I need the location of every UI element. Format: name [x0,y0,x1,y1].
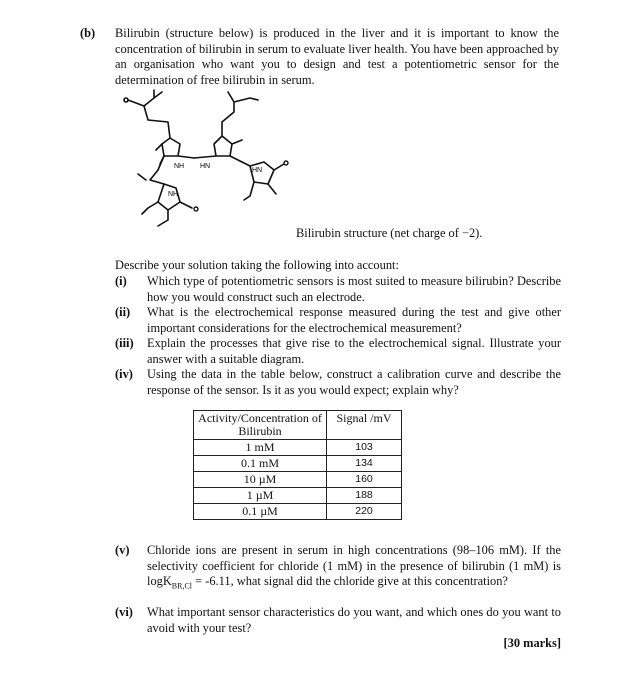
nh-label: NH [174,163,185,170]
cell-concentration: 1 µM [194,488,327,504]
table-header-concentration: Activity/Concentration of Bilirubin [194,411,327,440]
question-part-iii [115,336,561,367]
question-part-i [115,274,561,305]
pyrrole-ring-upper-right [194,136,232,158]
table-row [194,440,402,456]
part-text-start: Chloride ions are present in serum in high concentrations (98–106 mM). If the selectivity coefficient for chloride (1 mM) in the presence of bilirubin (1 mM) is logK [147,543,561,589]
part-text: What important sensor characteristics do you want, and which ones do you want to avoid with your test? [147,605,561,635]
part-text: Which type of potentiometric sensors is most suited to measure bilirubin? Describe how you would construct such an electrode. [147,274,561,304]
cell-signal: 160 [327,472,402,488]
bilirubin-structure-diagram [118,88,298,228]
hn-label: HN [200,163,211,170]
data-table [193,410,402,520]
cell-concentration: 10 µM [194,472,327,488]
table-row [194,488,402,504]
part-label: (vi) [115,605,133,619]
part-text: Using the data in the table below, construct a calibration curve and describe the response of the sensor. Is it as you would expect; explain why? [147,367,561,397]
question-part-iv [115,367,561,398]
cell-concentration: 1 mM [194,440,327,456]
part-label: (v) [115,543,130,557]
part-label: (iv) [115,367,133,381]
cell-signal: 220 [327,504,402,520]
marks-total: [30 marks] [503,636,561,650]
table-row [194,472,402,488]
question-label: (b) [80,26,96,40]
hn-label: HN [252,167,263,174]
oxygen-atom [124,98,128,102]
part-text: Explain the processes that give rise to the electrochemical signal. Illustrate your answer with a suitable diagram. [147,336,561,366]
part-label: (iii) [115,336,134,350]
question-part-v [115,543,561,594]
describe-instruction: Describe your solution taking the following into account: [115,258,399,272]
part-text: What is the electrochemical response measured during the test and give other important considerations for the electrochemical measurement? [147,305,561,335]
part-text-end: = -6.11, what signal did the chloride give at this concentration? [192,574,508,589]
nh-label: NH [168,191,179,198]
question-part-vi [115,605,561,636]
carboxylate-chain-left [128,90,170,138]
cell-signal: 134 [327,456,402,472]
part-label: (i) [115,274,127,288]
table-row [194,504,402,520]
question-part-ii [115,305,561,336]
cell-concentration: 0.1 µM [194,504,327,520]
carboxylate-chain-right [222,92,258,136]
selectivity-subscript: BR,Cl [171,581,193,591]
structure-caption: Bilirubin structure (net charge of −2). [296,226,483,240]
table-row [194,456,402,472]
part-text [147,543,561,594]
table-header-signal: Signal /mV [327,411,402,440]
cell-concentration: 0.1 mM [194,456,327,472]
cell-signal: 103 [327,440,402,456]
part-label: (ii) [115,305,131,319]
pyrrole-ring-upper-left [162,138,194,158]
cell-signal: 188 [327,488,402,504]
question-intro: Bilirubin (structure below) is produced in the liver and it is important to know the concentration of bilirubin in serum to evaluate liver health. You have been approached by an organisation who want you to design and test a potentiometric sensor for the determination of free bilirubin in serum. [115,26,559,87]
